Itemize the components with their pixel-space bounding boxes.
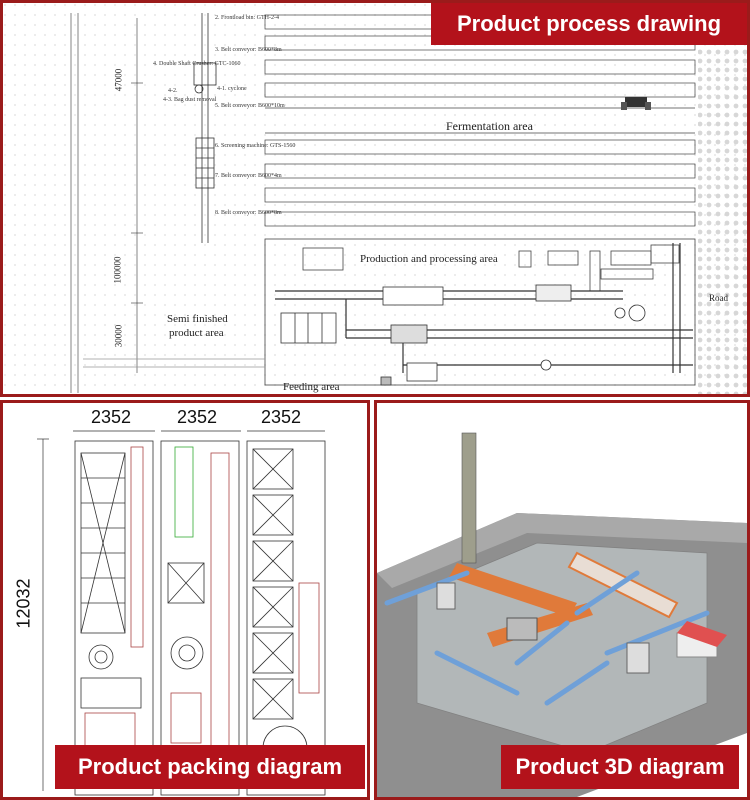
width-label-2: 2352 xyxy=(177,407,218,427)
length-label: 12032 xyxy=(13,578,34,629)
dimension-100000: 100000 xyxy=(112,256,123,284)
note-7: 5. Belt conveyor: B600*10m xyxy=(215,103,285,109)
note-4: 4-1. cyclone xyxy=(217,86,247,92)
note-6: 4-3. Bag dust removal xyxy=(163,97,217,103)
packing-diagram-banner: Product packing diagram xyxy=(55,745,365,789)
3d-diagram-banner: Product 3D diagram xyxy=(501,745,739,789)
width-label-1: 2352 xyxy=(91,407,132,427)
note-5: 4-2. xyxy=(168,88,178,94)
note-8: 6. Screening machine: GTS-1560 xyxy=(215,143,296,149)
dimension-30000: 30000 xyxy=(113,324,124,348)
feeding-hopper xyxy=(381,377,391,385)
container-3 xyxy=(247,441,325,795)
note-9: 7. Belt conveyor: B600*4m xyxy=(215,173,282,179)
width-label-3: 2352 xyxy=(261,407,302,427)
container-1 xyxy=(75,441,153,795)
container-2 xyxy=(161,441,239,795)
3d-diagram-svg xyxy=(377,403,747,797)
chimney xyxy=(462,433,476,563)
note-1: 2. Frontload bin: GTH-2-4 xyxy=(215,15,279,21)
3d-diagram-panel xyxy=(374,400,750,800)
semi-finished-label-2: product area xyxy=(169,327,224,339)
process-drawing-banner: Product process drawing xyxy=(431,3,747,45)
feeding-area-label: Feeding area xyxy=(283,381,340,393)
note-2: 3. Belt conveyor: B600*8m xyxy=(215,47,282,53)
road-label: Road xyxy=(709,293,728,303)
note-3: 4. Double Shaft Crusher: GTC-1060 xyxy=(153,61,241,67)
dimension-47000: 47000 xyxy=(113,68,124,92)
process-drawing-panel xyxy=(0,0,750,397)
packing-diagram-svg xyxy=(3,403,367,797)
fermentation-area-label: Fermentation area xyxy=(446,119,533,133)
semi-finished-label-1: Semi finished xyxy=(167,313,228,325)
packing-diagram-panel xyxy=(0,400,370,800)
production-area-label: Production and processing area xyxy=(360,253,498,265)
note-10: 8. Belt conveyor: B600*8m xyxy=(215,210,282,216)
